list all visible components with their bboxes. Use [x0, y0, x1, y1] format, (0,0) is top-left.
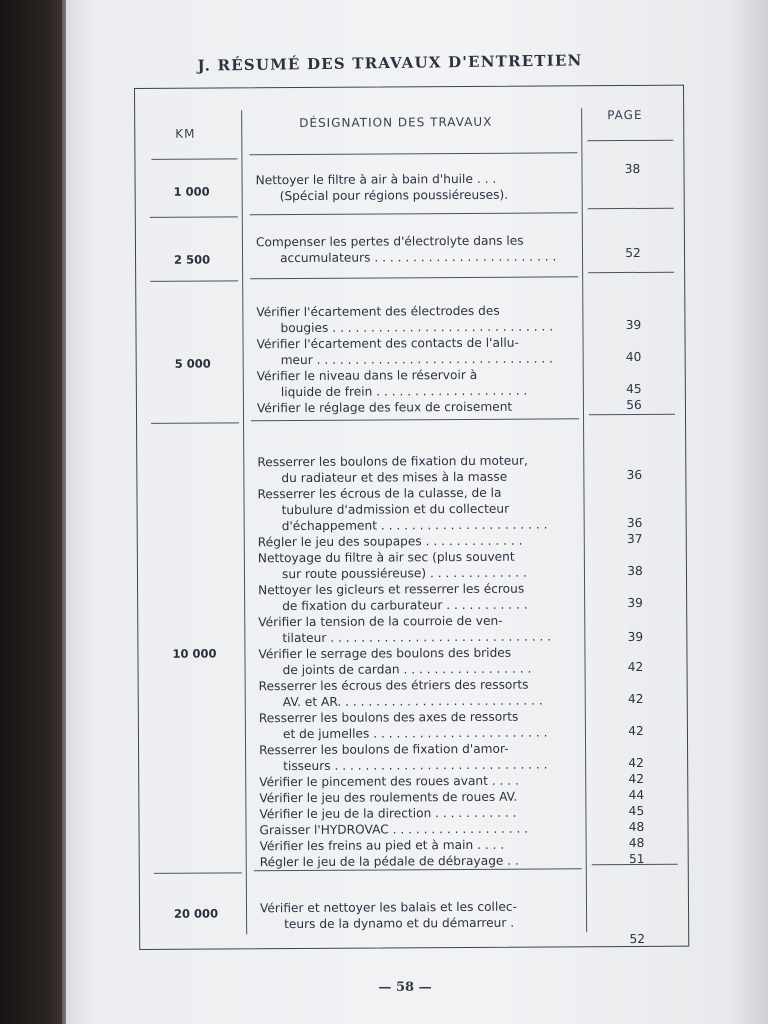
km-value: 5 000: [174, 356, 211, 371]
page-reference: 56: [626, 397, 642, 412]
page-reference: 52: [629, 931, 646, 946]
km-value: 1 000: [173, 184, 210, 199]
page-reference: 45: [628, 803, 645, 818]
task-line: Resserrer les boulons de fixation d'amor-: [259, 741, 509, 758]
task-line: Vérifier le pincement des roues avant . . . .: [259, 773, 519, 790]
section-rule-designation: [251, 418, 579, 421]
task-line: d'échappement . . . . . . . . . . . . . . . . . . . . . .: [281, 517, 548, 534]
task-line: Resserrer les boulons des axes de ressorts: [258, 709, 519, 726]
task-line: tisseurs . . . . . . . . . . . . . . . . . . . . . . . . . . . .: [283, 757, 548, 774]
task-line: bougies . . . . . . . . . . . . . . . . . . . . . . . . . . . . .: [280, 319, 554, 336]
task-line: Régler le jeu des soupapes . . . . . . . . . . . . .: [257, 533, 523, 550]
section-rule-designation: [250, 212, 578, 215]
page-reference: 38: [624, 161, 641, 177]
section-rule-page: [589, 414, 675, 416]
task-line: Vérifier et nettoyer les balais et les collec-: [259, 899, 517, 916]
task-line: de fixation du carburateur . . . . . . . . . . .: [282, 597, 528, 614]
section-rule-page: [588, 272, 674, 274]
task-line: AV. et AR. . . . . . . . . . . . . . . . . . . . . . . . . . .: [282, 693, 543, 710]
section-rule-km: [150, 280, 238, 282]
page-title: J. RÉSUMÉ DES TRAVAUX D'ENTRETIEN: [197, 51, 583, 75]
page-reference: 44: [628, 787, 645, 802]
task-line: accumulateurs . . . . . . . . . . . . . . . . . . . . . . . .: [279, 249, 557, 266]
task-line: du radiateur et des mises à la masse: [281, 469, 508, 486]
page-reference: 45: [626, 381, 642, 396]
maintenance-table: [134, 85, 689, 950]
task-line: Vérifier l'écartement des contacts de l'allu-: [256, 335, 519, 352]
page-number: — 58 —: [378, 980, 432, 995]
header-designation: DÉSIGNATION DES TRAVAUX: [299, 114, 493, 130]
km-value: 2 500: [173, 252, 211, 267]
task-line: Nettoyer les gicleurs et resserrer les écrous: [258, 581, 525, 598]
header-km: KM: [175, 126, 196, 141]
page-reference: 48: [628, 835, 645, 850]
page-reference: 37: [626, 531, 643, 546]
task-line: sur route poussiéreuse) . . . . . . . . . . . . .: [281, 565, 527, 582]
section-rule-km: [150, 216, 238, 218]
page-reference: 42: [628, 755, 644, 770]
page-reference: 39: [627, 595, 643, 610]
section-rule-designation: [250, 276, 578, 279]
page-reference: 40: [625, 349, 642, 365]
task-line: Nettoyer le filtre à air à bain d'huile . . .: [255, 171, 497, 188]
section-rule-page: [588, 208, 674, 210]
section-rule-km: [151, 422, 239, 424]
task-line: liquide de frein . . . . . . . . . . . . . . . . . . . .: [280, 383, 528, 400]
task-line: Vérifier le jeu de la direction . . . . . . . . . . .: [259, 805, 517, 822]
page-reference: 48: [628, 819, 645, 834]
task-line: tubulure d'admission et du collecteur: [281, 501, 510, 518]
task-line: teurs de la dynamo et du démarreur .: [284, 915, 515, 932]
header-page: PAGE: [607, 107, 643, 123]
page-reference: 38: [627, 563, 643, 578]
page-reference: 36: [626, 467, 643, 482]
task-line: Vérifier le serrage des boulons des brides: [258, 645, 512, 662]
task-line: Vérifier le réglage des feux de croisement: [256, 399, 513, 416]
task-line: Régler le jeu de la pédale de débrayage . .: [259, 853, 519, 870]
column-divider-page: [581, 108, 587, 932]
page-reference: 42: [627, 691, 644, 706]
page-reference: 42: [627, 659, 644, 674]
task-line: Vérifier le jeu des roulements de roues AV.: [259, 789, 518, 806]
page-reference: 36: [626, 515, 643, 530]
book-spine-edge: [0, 0, 62, 1024]
task-line: de joints de cardan . . . . . . . . . . . . . . . . .: [282, 661, 532, 678]
header-rule-page: [587, 140, 673, 142]
task-line: Vérifier l'écartement des électrodes des: [256, 303, 500, 320]
task-line: et de jumelles . . . . . . . . . . . . . . . . . . . . . . .: [282, 725, 548, 742]
task-line: Nettoyage du filtre à air sec (plus souvent: [257, 549, 515, 566]
task-line: meur . . . . . . . . . . . . . . . . . . . . . . . . . . . . . . .: [280, 351, 553, 368]
page-reference: 39: [627, 629, 644, 644]
task-line: Compenser les pertes d'électrolyte dans les: [255, 233, 524, 250]
task-line: Graisser l'HYDROVAC . . . . . . . . . . . . . . . . . .: [259, 821, 529, 838]
task-line: Resserrer les boulons de fixation du moteur,: [257, 453, 528, 470]
page-reference: 42: [628, 723, 644, 738]
km-value: 10 000: [172, 646, 217, 661]
page-reference: 51: [628, 851, 645, 866]
task-line: Resserrer les écrous des étriers des ressorts: [258, 677, 529, 694]
task-line: (Spécial pour régions poussiéreuses).: [279, 187, 509, 204]
header-rule-km: [151, 158, 237, 160]
task-line: Resserrer les écrous de la culasse, de la: [257, 485, 502, 502]
task-line: tilateur . . . . . . . . . . . . . . . . . . . . . . . . . . . . .: [282, 629, 552, 646]
task-line: Vérifier la tension de la courroie de ven-: [258, 613, 503, 630]
task-line: Vérifier les freins au pied et à main . . . .: [259, 837, 505, 854]
header-rule-designation: [249, 152, 577, 155]
page-reference: 39: [625, 317, 642, 333]
section-rule-km: [154, 872, 242, 874]
task-line: Vérifier le niveau dans le réservoir à: [256, 367, 478, 384]
page-reference: 52: [625, 245, 641, 261]
km-value: 20 000: [173, 906, 219, 921]
column-divider-km: [241, 110, 247, 934]
page-reference: 42: [628, 771, 645, 786]
